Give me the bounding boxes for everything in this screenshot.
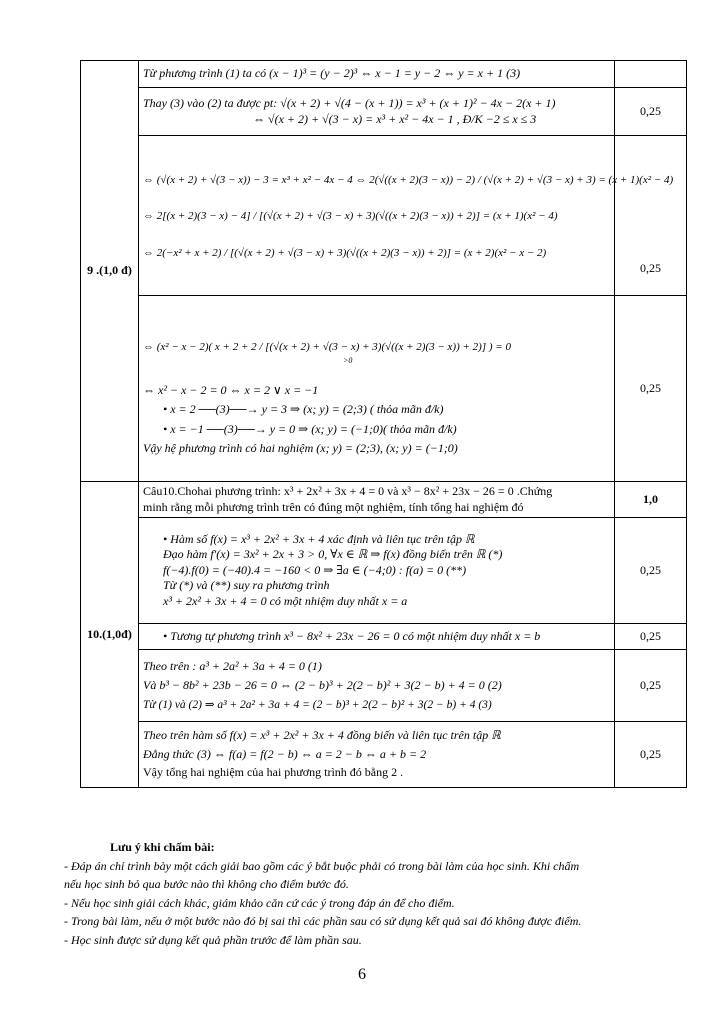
q9-step-3-line-2: ⇔ 2[(x + 2)(3 − x) − 4] / [(√(x + 2) + √(3 − x) + 3)(√((x + 2)(3 − x)) + 2)] = (x + 1)(x² − 4) xyxy=(143,210,558,223)
q10-step-4-line-3: Vậy tổng hai nghiệm của hai phương trình đó bằng 2 . xyxy=(143,765,404,780)
q10-header xyxy=(139,482,615,518)
q10-step-3-line-3: Từ (1) và (2) ⇒ a³ + 2a² + 3a + 4 = (2 − b)³ + 2(2 − b)² + 3(2 − b) + 4 (3) xyxy=(143,698,492,711)
grading-notes xyxy=(64,838,684,950)
q10-step-3-score: 0,25 xyxy=(615,650,687,722)
grading-note-1a: - Đáp án chỉ trình bày một cách giải bao gồm các ý bắt buộc phải có trong bài làm của học sinh. Khi chấm xyxy=(64,858,580,873)
q9-row-3 xyxy=(81,136,687,296)
grading-note-2: - Nếu học sinh giải cách khác, giám khảo căn cứ các ý trong đáp án để cho điểm. xyxy=(64,895,455,910)
q10-step-2 xyxy=(139,624,615,650)
q9-step-4-line-5: Vậy hệ phương trình có hai nghiệm (x; y) = (2;3), (x; y) = (−1;0) xyxy=(143,441,458,456)
q10-step-4 xyxy=(139,722,615,788)
q10-step-4-line-1: Theo trên hàm số f(x) = x³ + 2x² + 3x + 4 đồng biến và liên tục trên tập ℝ xyxy=(143,728,501,743)
q10-row-3 xyxy=(81,624,687,650)
q9-step-4-line-1: ⇔ (x² − x − 2)( x + 2 + 2 / [(√(x + 2) + √(3 − x) + 3)(√((x + 2)(3 − x)) + 2)] ) = 0 xyxy=(143,340,511,353)
q10-step-1-line-5: x³ + 2x² + 3x + 4 = 0 có một nhiệm duy nhất x = a xyxy=(163,594,408,609)
q9-row-1 xyxy=(81,61,687,88)
q9-step-2 xyxy=(139,88,615,136)
q9-step-4 xyxy=(139,296,615,482)
q9-step-1 xyxy=(139,61,615,88)
q10-step-4-line-2: Đẳng thức (3) ⇔ f(a) = f(2 − b) ⇔ a = 2 − b ⇔ a + b = 2 xyxy=(143,746,427,761)
q9-row-2 xyxy=(81,88,687,136)
q9-step-2-line-2: ⇔ √(x + 2) + √(3 − x) = x³ + x² − 4x − 1 , Đ/K −2 ≤ x ≤ 3 xyxy=(253,111,537,126)
q9-step-1-text: Từ phương trình (1) ta có (x − 1)³ = (y − 2)³ ⇔ x − 1 = y − 2 ⇔ y = x + 1 (3) xyxy=(143,66,521,81)
q10-header-score: 1,0 xyxy=(615,482,687,518)
q9-step-3-line-3: ⇔ 2(−x² + x + 2) / [(√(x + 2) + √(3 − x) + 3)(√((x + 2)(3 − x)) + 2)] = (x + 2)(x² − x − 2) xyxy=(143,246,547,259)
q10-step-2-line-1: • Tương tự phương trình x³ − 8x² + 23x − 26 = 0 có một nhiệm duy nhất x = b xyxy=(163,628,541,643)
grading-note-1b: nếu học sinh bỏ qua bước nào thì không cho điểm bước đó. xyxy=(64,877,349,892)
q10-step-1-line-3: f(−4).f(0) = (−40).4 = −160 < 0 ⇒ ∃a ∈ (−4;0) : f(a) = 0 (**) xyxy=(163,562,467,577)
q10-step-3 xyxy=(139,650,615,722)
q10-row-5 xyxy=(81,722,687,788)
q10-step-1-line-2: Đạo hàm f′(x) = 3x² + 2x + 3 > 0, ∀x ∈ ℝ ⇒ f(x) đồng biến trên ℝ (*) xyxy=(163,547,503,562)
q9-step-4-line-4: • x = −1 ──(3)──→ y = 0 ⇒ (x; y) = (−1;0)( thỏa mãn đ/k) xyxy=(163,421,457,436)
q10-step-4-score: 0,25 xyxy=(615,722,687,788)
q9-step-2-score: 0,25 xyxy=(615,88,687,136)
q9-step-3-score: 0,25 xyxy=(615,136,687,296)
answer-key-table xyxy=(80,60,687,788)
q9-step-4-note: >0 xyxy=(343,356,353,366)
q10-row-2 xyxy=(81,518,687,624)
q10-step-1-line-1: • Hàm số f(x) = x³ + 2x² + 3x + 4 xác định và liên tục trên tập ℝ xyxy=(163,531,475,546)
q10-step-1 xyxy=(139,518,615,624)
q10-header-line-1: Câu10.Chohai phương trình: x³ + 2x² + 3x + 4 = 0 và x³ − 8x² + 23x − 26 = 0 .Chứng xyxy=(143,484,553,498)
q9-step-2-line-1: Thay (3) vào (2) ta được pt: √(x + 2) + √(4 − (x + 1)) = x³ + (x + 1)² − 4x − 2(x + 1) xyxy=(143,95,556,110)
grading-notes-title: Lưu ý khi chấm bài: xyxy=(110,840,215,854)
page-number: 6 xyxy=(358,966,366,983)
q10-label: 10.(1,0đ) xyxy=(81,482,139,788)
q10-step-3-line-1: Theo trên : a³ + 2a² + 3a + 4 = 0 (1) xyxy=(143,658,322,673)
q9-step-4-line-3: • x = 2 ──(3)──→ y = 3 ⇒ (x; y) = (2;3) ( thỏa mãn đ/k) xyxy=(163,402,444,417)
q10-step-3-line-2: Và b³ − 8b² + 23b − 26 = 0 ⇔ (2 − b)³ + 2(2 − b)² + 3(2 − b) + 4 = 0 (2) xyxy=(143,678,502,693)
q9-step-4-line-2: ⇔ x² − x − 2 = 0 ⇔ x = 2 ∨ x = −1 xyxy=(143,382,319,397)
grading-note-3: - Trong bài làm, nếu ở một bước nào đó bị sai thì các phần sau có sử dụng kết quả sai đó không được điểm. xyxy=(64,914,582,929)
q9-row-4 xyxy=(81,296,687,482)
q10-step-1-score: 0,25 xyxy=(615,518,687,624)
q10-header-line-2: minh rằng mỗi phương trình trên có đúng một nghiệm, tính tổng hai nghiệm đó xyxy=(143,499,524,514)
q10-row-1 xyxy=(81,482,687,518)
q9-step-4-score: 0,25 xyxy=(615,296,687,482)
q9-step-1-score xyxy=(615,61,687,88)
q10-step-1-line-4: Từ (*) và (**) suy ra phương trình xyxy=(163,578,330,593)
q9-label: 9 .(1,0 đ) xyxy=(81,61,139,482)
q9-step-3-line-1: ⇔ (√(x + 2) + √(3 − x)) − 3 = x³ + x² − 4x − 4 ⇔ 2(√((x + 2)(3 − x)) − 2) / (√(x + 2) + √(3 − x) + 3) = (x + 1)(x² − 4) xyxy=(143,174,674,187)
q10-row-4 xyxy=(81,650,687,722)
grading-note-4: - Học sinh được sử dụng kết quả phần trước để làm phần sau. xyxy=(64,932,362,947)
q10-step-2-score: 0,25 xyxy=(615,624,687,650)
